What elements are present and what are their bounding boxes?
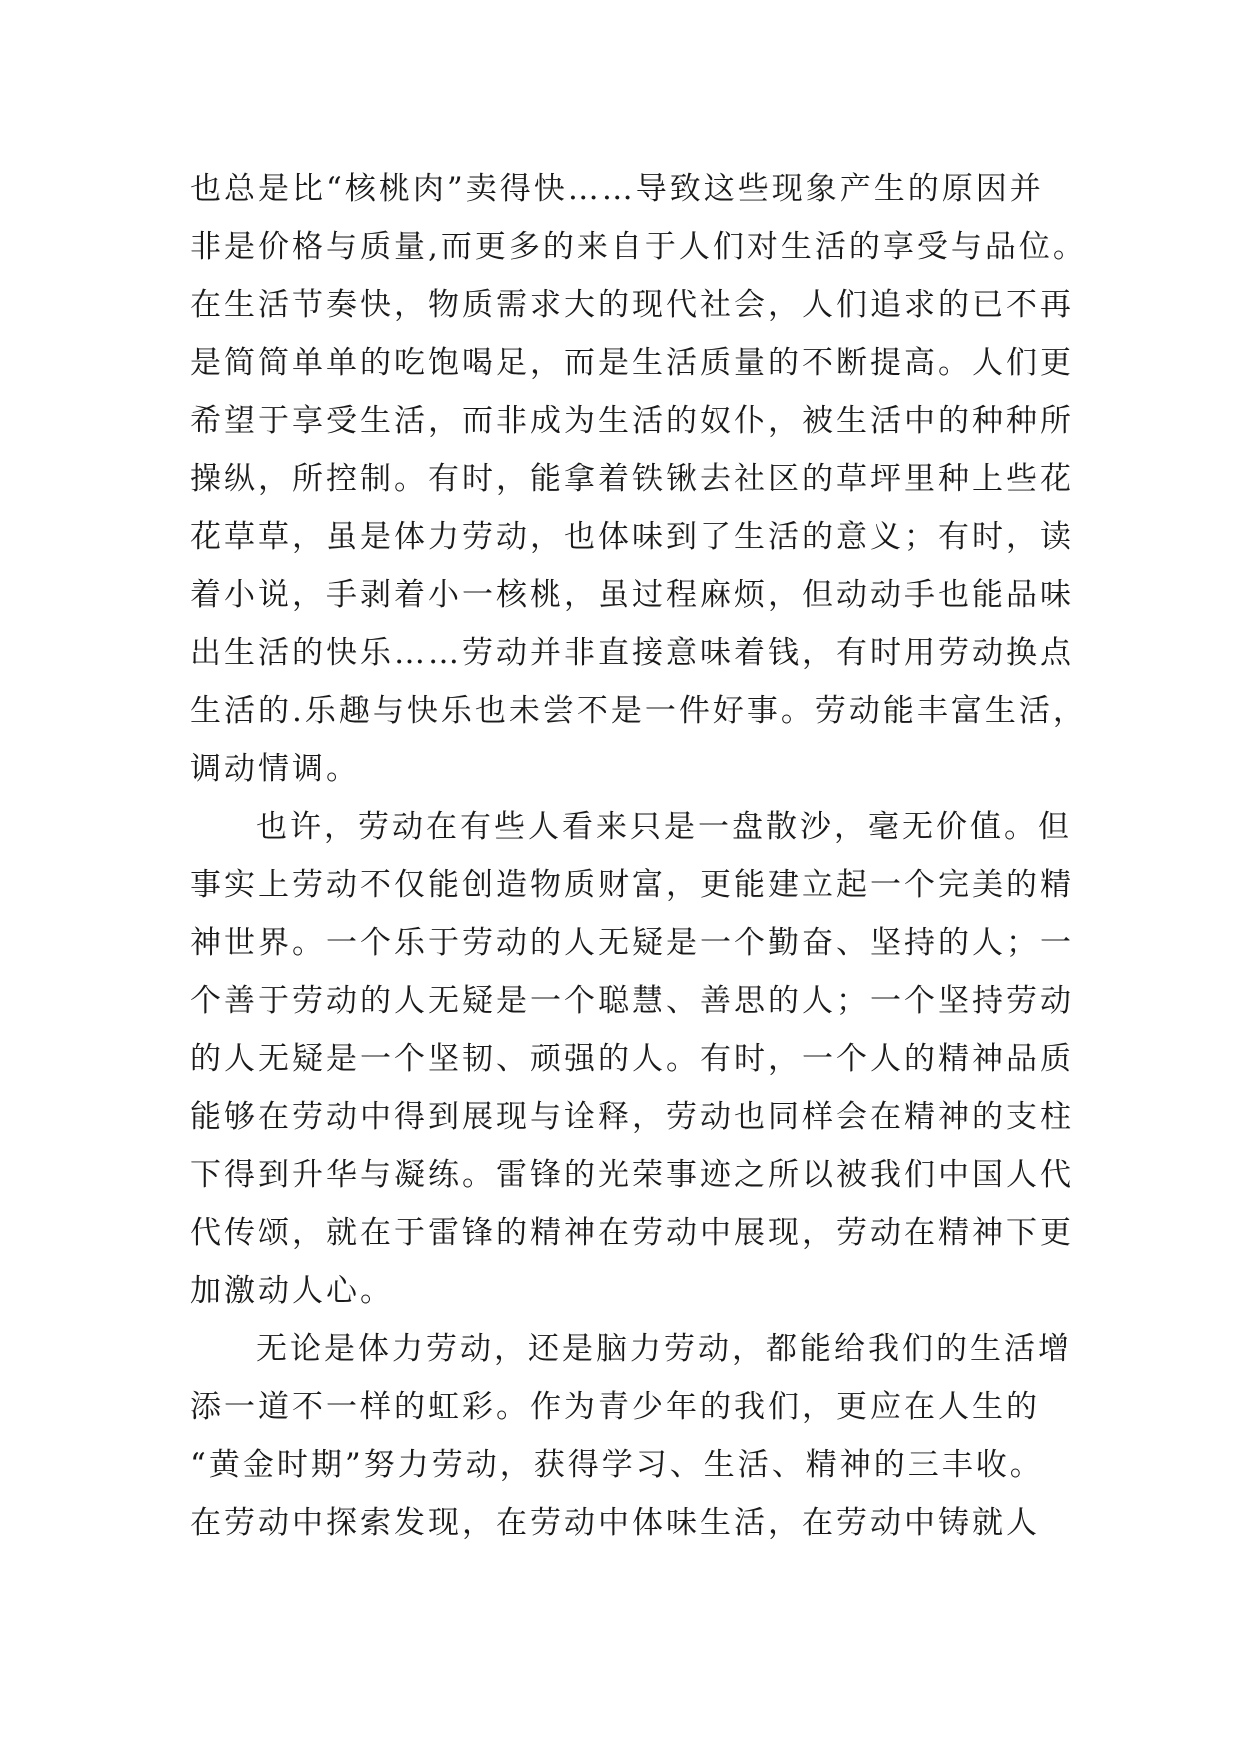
text-line: 个善于劳动的人无疑是一个聪慧、善思的人；一个坚持劳动 [190,983,1074,1019]
text-line: 操纵，所控制。有时，能拿着铁锹去社区的草坪里种上些花 [190,461,1074,497]
text-line: 非是价格与质量,而更多的来自于人们对生活的享受与品位。 [190,229,1087,265]
paragraph-3 [190,1320,1090,1552]
text-line: “黄金时期”努力劳动，获得学习、生活、精神的三丰收。 [190,1447,1044,1483]
text-line: 代传颂，就在于雷锋的精神在劳动中展现，劳动在精神下更 [190,1215,1074,1251]
text-line: 事实上劳动不仅能创造物质财富，更能建立起一个完美的精 [190,867,1074,903]
text-line: 下得到升华与凝练。雷锋的光荣事迹之所以被我们中国人代 [190,1157,1074,1193]
text-line: 的人无疑是一个坚韧、顽强的人。有时，一个人的精神品质 [190,1041,1074,1077]
text-line: 调动情调。 [190,751,360,787]
text-line: 在劳动中探索发现，在劳动中体味生活，在劳动中铸就人 [190,1505,1040,1541]
text-line: 出生活的快乐……劳动并非直接意味着钱，有时用劳动换点 [190,635,1074,671]
text-line: 无论是体力劳动，还是脑力劳动，都能给我们的生活增 [256,1331,1072,1367]
text-line: 也总是比“核桃肉”卖得快……导致这些现象产生的原因并 [190,171,1044,207]
text-line: 能够在劳动中得到展现与诠释，劳动也同样会在精神的支柱 [190,1099,1074,1135]
text-line: 希望于享受生活，而非成为生活的奴仆，被生活中的种种所 [190,403,1074,439]
text-line: 在生活节奏快，物质需求大的现代社会，人们追求的已不再 [190,287,1074,323]
text-line: 着小说，手剥着小一核桃，虽过程麻烦，但动动手也能品味 [190,577,1074,613]
text-line: 花草草，虽是体力劳动，也体味到了生活的意义；有时，读 [190,519,1074,555]
text-line: 是简简单单的吃饱喝足，而是生活质量的不断提高。人们更 [190,345,1074,381]
text-line: 也许，劳动在有些人看来只是一盘散沙，毫无价值。但 [256,809,1072,845]
body-text [190,160,1090,1552]
paragraph-2 [190,798,1090,1320]
text-line: 添一道不一样的虹彩。作为青少年的我们，更应在人生的 [190,1389,1040,1425]
text-line: 加激动人心。 [190,1273,394,1309]
paragraph-1 [190,160,1090,798]
text-line: 神世界。一个乐于劳动的人无疑是一个勤奋、坚持的人；一 [190,925,1074,961]
text-line: 生活的.乐趣与快乐也未尝不是一件好事。劳动能丰富生活， [190,693,1087,729]
